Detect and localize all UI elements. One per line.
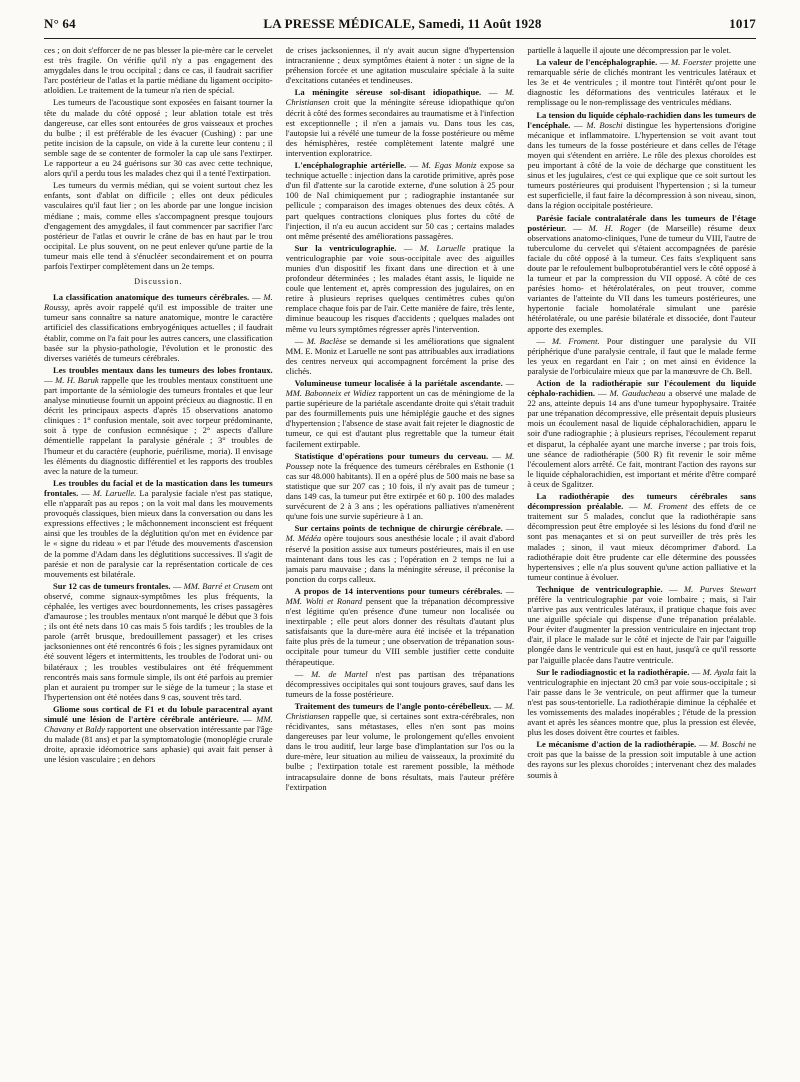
author-name: M. Christiansen [285,700,515,721]
author-name: M. Purves Stewart [684,583,756,594]
paragraph: La tension du liquide céphalo-rachidien dans les tumeurs de l'encéphale. — M. Boschi distingue les hypertensions d'origine mécanique et inflammatoire. L'hypertension se voit avant tout dans les tumeurs de la fosse postérieure et dans celles de l'étage moyen qui s'étendent en arrière. Le rôle des plexus choroïdes est peu important à côté de la voie de décharge que constituent les sinus et les jugulaires, c'est ce qui explique que ce soit surtout les tumeurs postérieures qui produisent l'hypertension ; si la tumeur est superficielle, il faut faire la décompression à son niveau, sinon, dans la région occipitale postérieure. [527,109,756,211]
paragraph-heading: Traitement des tumeurs de l'angle ponto-cérébelleux. [294,700,492,711]
paragraph-text: La paralysie faciale n'est pas statique, elle n'apparaît pas au repos ; on la voit mal dans les mouvements provoqués classiques, bien mieux dans la conversation ou dans les expressions effectives ; le mâchonnement inconscient est fréquent ainsi que les troubles de la déglutition qu'on met en évidence par le « signe du rideau » et par l'étude des mouvements d'ascension de la pomme d'Adam dans les déglutitions successives. Il s'agit de parésie et non de paralysie car la représentation corticale de ces mouvements est bilatérale. [44,487,273,579]
paragraph: La classification anatomique des tumeurs cérébrales. — M. Roussy, après avoir rappelé qu'il est impossible de traiter une tumeur sans connaître sa nature anatomique, montre le caractère artificiel des classifications embryogéniques actuelles ; il faudrait établir, comme on l'a fait pour les autres cancers, une classification basée sur la physio-pathologie, l'évolution et le pronostic des diverses variétés de tumeurs cérébrales. [44,292,273,363]
column-2 [286,45,515,1071]
paragraph-text: Les tumeurs de l'acoustique sont exposées en faisant tourner la tête du malade du côté opposé ; leur ablation totale est très dangereuse, car elles sont entourées de gros vaisseaux et proches du bulbe ; il est préférable de les évacuer (Cushing) : par une petite incision de la capsule, on vide à la curette leur contenu ; il semble sage de se contenter de formoler la cap ule sans l'extirper. Le rapporteur a eu 24 guérisons sur 30 cas avec cette technique, alors qu'il a perdu tous les malades chez qui il a tenté l'extirpation. [44,97,273,179]
paragraph-text: distingue les hypertensions d'origine mécanique et inflammatoire. L'hypertension se voit avant tout dans les tumeurs de la fosse postérieure et dans celles de l'étage moyen qui s'étendent en arrière. Le rôle des plexus choroïdes est peu important à côté de la voie de décharge que constituent les sinus et les jugulaires, c'est ce qui explique que ce soit surtout les tumeurs postérieures qui produisent l'hypertension ; si la tumeur est superficielle, il faut faire la décompression à son niveau, sinon, dans la région occipitale postérieure. [527,119,756,211]
paragraph-text: rappelle que les troubles mentaux constituent une part importante de la sémiologie des tumeurs frontales et que leur analyse minutieuse fournit un appoint précieux au diagnostic. Il en décrit les principaux aspects d'après 15 observations anatomo cliniques : 1° confusion mentale, soit avec torpeur prédominante, soit à type de confusion ecmnésique ; 2° aspects d'allure démentielle rappelant la paralysie générale ; 3° troubles de l'humeur et du caractère (euphorie, puérilisme, moria). Il envisage les éléments du diagnostic différentiel et les rapports des troubles avec la nature de la tumeur. [44,374,273,476]
paragraph: Les troubles du facial et de la mastication dans les tumeurs frontales. — M. Laruelle. La paralysie faciale n'est pas statique, elle n'apparaît pas au repos ; on la voit mal dans les mouvements provoqués classiques, bien mieux dans la conversation ou dans les expressions effectives ; le mâchonnement inconscient est fréquent ainsi que les troubles de la déglutition qu'on met en évidence par le « signe du rideau » et par l'étude des mouvements d'ascension de la pomme d'Adam dans les déglutitions successives. Il s'agit de parésie et non de paralysie car la représentation corticale de ces mouvements est bilatérale. [44,477,273,579]
paragraph: La valeur de l'encéphalographie. — M. Foerster projette une remarquable série de clichés montrant les ventricules latéraux et les 3e et 4e ventricules ; il montre tout l'intérêt qu'ont pour le diagnostic les déformations des ventricules latéraux et le remplissage ou le non-remplissage des ventricules médians. [527,57,756,108]
author-name: MM. Chavany et Baldy [44,714,273,735]
paragraph: Les troubles mentaux dans les tumeurs des lobes frontaux. — M. H. Baruk rappelle que les troubles mentaux constituent une part importante de la sémiologie des tumeurs frontales et que leur analyse minutieuse fournit un appoint précieux au diagnostic. Il en décrit les principaux aspects d'après 15 observations anatomo cliniques : 1° confusion mentale, soit avec torpeur prédominante, soit à type de confusion ecmnésique ; 2° aspects d'allure démentielle rappelant la paralysie générale ; 3° troubles de l'humeur et du caractère (euphorie, puérilisme, moria). Il envisage les éléments du diagnostic différentiel et les rapports des troubles avec la nature de la tumeur. [44,364,273,476]
paragraph: Sur le radiodiagnostic et la radiothérapie. — M. Ayala fait la ventriculographie en injectant 20 cm3 par voie sous-occipitale ; si l'air passe dans le 3e ventricule, on peut affirmer que la tumeur n'est pas sous-tentorielle. La radiothérapie diminue la céphalée et les vomissements des malades inopérables ; l'étude de la pression avant et après les séances montre que, plus la pression est élevée, plus les doses doivent être courtes et faibles. [527,666,756,738]
author-name: MM. Babonneix et Widiez [285,388,376,399]
article-columns [44,45,756,1071]
paragraph-text: ont observé, comme signaux-symptômes les plus fréquents, la céphalée, les vertiges avec bourdonnements, les crises passagères d'amaurose ; les troubles mentaux n'ont marqué le début que 3 fois ; ils ont été nets dans 10 cas mais 5 fois tardifs ; les troubles de la parole (arrêt brusque, bredouillement passager) et les crises jacksoniennes ont été rencontrés 6 fois ; les signes pyramidaux ont été souvent légers et intermittents, les troubles de l'odorat uni- ou bilatéraux ; les troubles vestibulaires ont été fréquemment rencontrés mais sans formule simple, ils ont été parfois au premier plan et auraient pu tromper sur le siège de la tumeur ; la stase et l'hypertension ont été notées dans 9 cas, souvent très tard. [44,580,273,702]
paragraph [44,97,273,178]
author-name: M. Gauducheau [609,388,666,399]
paragraph-heading: Sur le radiodiagnostic et la radiothérapie. [536,666,690,677]
header-rule [44,38,756,39]
paragraph-heading: Les troubles mentaux dans les tumeurs des lobes frontaux. [53,364,273,375]
paragraph: Technique de ventriculographie. — M. Purves Stewart préfère la ventriculographie par voie lombaire ; mais, si l'air n'arrive pas aux ventricules latéraux, il pratique chaque fois avec une aiguille spéciale qui dispense d'une trépanation préalable. Pour éviter d'augmenter la pression ventriculaire en injectant trop d'air, il place le malade sur le côté et injecte de l'air par l'aiguille plongée dans le ventricule qui est en haut, jusqu'à ce qu'il ressorte par l'aiguille placée dans l'autre ventricule. [527,583,756,665]
author-name: M. Christiansen [285,87,515,108]
author-name: MM. Barré et Crusem [183,580,260,591]
paragraph-heading: Les troubles du facial et de la mastication dans les tumeurs frontales. [44,477,273,498]
paragraph-text: n'est pas partisan des trépanations décompressives occipitales qui sont toujours graves, sauf dans les tumeurs de la fosse postérieure. [285,668,515,699]
author-name: M. Laruelle. [92,487,137,498]
paragraph-text: de crises jacksoniennes, il n'y avait aucun signe d'hypertension intracranienne ; deux symptômes étaient à noter : un signe de la préhension forcée et une agitation musculaire spéciale à la suite d'excitations cutanées et tendineuses. [285,45,515,86]
paragraph-text: ne croit pas que la baisse de la pression soit imputable à une action des rayons sur les plexus choroïdes ; intervenant chez des malades soumis à [527,739,756,780]
paragraph-heading: La tension du liquide céphalo-rachidien dans les tumeurs de l'encéphale. [527,109,756,130]
paragraph-heading: La classification anatomique des tumeurs cérébrales. [53,292,250,303]
paragraph-text: des effets de ce traitement sur 5 malades, conclut que la radiothérapie sans décompression peut être employée si les lésions du fond d'œil ne sont pas menaçantes et si on peut surveiller de très près les malades ; sinon, il vaut mieux décomprimer d'abord. La radiothérapie doit être prudente car elle détermine des poussées hypertensives ; elle n'a plus souvent qu'une action palliative et la tumeur continue à évoluer. [527,501,756,582]
paragraph: Gliome sous cortical de F1 et du lobule paracentral ayant simulé une lésion de l'artère cérébrale antérieure. — MM. Chavany et Baldy rapportent une observation intéressante par l'âge du malade (81 ans) et par la symptomatologie (monoplégie crurale droite, apraxie idéomotrice sans aphasie) qui avait fait penser à une lésion vasculaire ; en dehors [44,703,273,765]
paragraph: — M. Froment. Pour distinguer une paralysie du VII périphérique d'une paralysie centrale, il faut que le malade ferme les yeux en regardant en l'air ; on met ainsi en évidence la paralysie de l'orbiculaire mieux que par la manœuvre de Ch. Bell. [527,335,756,376]
paragraph-heading: Technique de ventriculographie. [536,583,663,594]
paragraph-heading: A propos de 14 interventions pour tumeurs cérébrales. [294,585,503,596]
paragraph-text: projette une remarquable série de clichés montrant les ventricules latéraux et les 3e et 4e ventricules ; il montre tout l'intérêt qu'ont pour le diagnostic les déformations des ventricules latéraux et le remplissage ou le non-remplissage des ventricules médians. [527,57,756,108]
paragraph-text: Pour distinguer une paralysie du VII périphérique d'une paralysie centrale, il faut que le malade ferme les yeux en regardant en l'air ; on met ainsi en évidence la paralysie de l'orbiculaire mieux que par la manœuvre de Ch. Bell. [527,335,756,376]
author-name: M. H. Roger [588,222,641,233]
issue-number: N° 64 [44,16,76,31]
paragraph-heading: Parésie faciale contralatérale dans les tumeurs de l'étage postérieur. [527,212,756,233]
author-name: M. Ayala [702,666,734,677]
paragraph: Sur certains points de technique de chirurgie cérébrale. — M. Médéa opère toujours sous anesthésie locale ; il avait d'abord réservé la position assise aux tumeurs postérieures, mais il en use maintenant dans tous les cas ; l'opération en 2 temps ne lui a jamais paru mauvaise ; dans la méningite séreuse, il préconise la ponction du corps calleux. [285,523,515,584]
paragraph: Sur la ventriculographie. — M. Laruelle pratique la ventriculographie par voie sous-occipitale avec des aiguilles munies d'un dispositif les fixant dans une direction et à une profondeur déterminées ; les malades étant assis, le liquide ne coule que lentement et, après compression des jugulaires, on en retire à plusieurs reprises quelques centimètres cubes qu'on remplace chaque fois par de l'air. Cette manière de faire, très lente, diminue beaucoup les risques d'accidents ; quelques malades ont même vu leurs symptômes régresser après l'intervention. [285,242,515,334]
author-name: M. Baclèse [306,335,347,346]
paragraph-text: note la fréquence des tumeurs cérébrales en Esthonie (1 cas sur 48.000 habitants). Il en a opéré plus de 500 mais ne base sa statistique que sur 207 cas ; 10 fois, il n'y avait pas de tumeur ; dans 149 cas, la tumeur put être extirpée et 60 p. 100 des malades survécurent de 2 à 3 ans ; les opérations palliatives n'amenèrent qu'une fois une survie supérieure à 1 an. [285,460,515,522]
author-name: M. Egas Moniz [421,160,477,171]
paragraph: — M. Baclèse se demande si les améliorations que signalent MM. E. Moniz et Laruelle ne sont pas attribuables aux irradiations des centres nerveux qui accompagnent forcément la prise des clichés. [285,335,515,376]
paragraph-heading: Le mécanisme d'action de la radiothérapie. [536,739,697,750]
author-name: M. Boschi [710,739,746,750]
paragraph: Volumineuse tumeur localisée à la pariétale ascendante. — MM. Babonneix et Widiez rapportent un cas de méningiome de la partie supérieure de la pariétale ascendante droite qui s'était traduit par des fourmillements puis une hémiplégie gauche et des signes d'hypertension ; l'absence de stase avait fait rejeter le diagnostic de tumeur, ce qui est d'autant plus regrettable que la tumeur était facilement extirpable. [285,378,515,449]
paragraph [44,45,273,95]
paragraph-text: expose sa technique actuelle : injection dans la carotide primitive, après pose d'un fil d'attente sur la carotide externe, d'une solution à 25 pour 100 de NaI chimiquement pur ; radiographie instantanée sur pellicule ; comparaison des images obtenues des deux côtés. A part quelques contractions cloniques plus fortes du côté de l'injection, il n'a eu aucun accident sur 50 cas ; certains malades ont même présenté des améliorations passagères. [285,160,515,241]
paragraph-text: se demande si les améliorations que signalent MM. E. Moniz et Laruelle ne sont pas attribuables aux irradiations des centres nerveux qui accompagnent forcément la prise des clichés. [285,335,515,376]
paragraph: Action de la radiothérapie sur l'écoulement du liquide céphalo-rachidien. — M. Gauducheau a observé une malade de 22 ans, atteinte depuis 14 ans d'une tumeur hypophysaire. Traitée par une trépanation décompressive, elle présentait depuis plusieurs mois un écoulement nasal de liquide céphalorachidien, apparu le soir d'une radiographie ; à plusieurs reprises, l'écoulement reparut et disparut, la céphalée ayant une marche inverse ; par trois fois, une séance de radiothérapie (500 R) fit revenir le soir même l'écoulement alors arrêté. Ce fait, montrant l'action des rayons sur le liquide céphalorachidien, est important et mérite d'être comparé à ceux de Sgalitzer. [527,378,756,489]
author-name: M. de Martel [311,668,368,679]
paragraph: A propos de 14 interventions pour tumeurs cérébrales. — MM. Wolti et Ronard pensent que la trépanation décompressive n'est légitime qu'en présence d'une tumeur non localisée ou inextirpable ; elle peut alors donner des résultats d'autant plus satisfaisants que la dure-mère aura été incisée et la trépanation faite plus près de la tumeur ; une observation de trépanation sous-occipitale pour tumeur du VIII semble justifier cette conduite thérapeutique. [285,585,515,667]
paragraph: — M. de Martel n'est pas partisan des trépanations décompressives occipitales qui sont toujours graves, sauf dans les tumeurs de la fosse postérieure. [285,668,515,699]
paragraph: Le mécanisme d'action de la radiothérapie. — M. Boschi ne croit pas que la baisse de la pression soit imputable à une action des rayons sur les plexus choroïdes ; intervenant chez des malades soumis à [527,739,756,780]
author-name: M. H. Baruk [55,374,99,385]
paragraph-text: rappelle que, si certaines sont extra-cérébrales, non récidivantes, sans métastases, elles n'en sont pas moins dangereuses par leur volume, le prolongement qu'elles envoient dans le trou auditif, leur large base d'implantation sur l'os ou la dure-mère, leur situation au milieu de vaisseaux, la proximité du bulbe ; l'extirpation totale est rarement possible, la méthode intracapsulaire donne de bons résultats, mais l'auteur préfère l'extirpation [285,711,515,792]
page-number: 1017 [729,16,756,31]
paragraph-text: rapportent un cas de méningiome de la partie supérieure de la pariétale ascendante droite qui s'était traduit par des fourmillements puis une hémiplégie gauche et des signes d'hypertension ; l'absence de stase avait fait rejeter le diagnostic de tumeur, ce qui est d'autant plus regrettable que la tumeur était facilement extirpable. [285,388,515,449]
paragraph-heading: La radiothérapie des tumeurs cérébrales sans décompression préalable. [527,491,756,512]
author-name: M. Boschi [586,119,623,130]
paragraph-text: pensent que la trépanation décompressive n'est légitime qu'en présence d'une tumeur non localisée ou inextirpable ; elle peut alors donner des résultats d'autant plus satisfaisants que la dure-mère aura été incisée et la trépanation faite plus près de la tumeur ; une observation de trépanation sous-occipitale pour tumeur du VIII semble justifier cette conduite thérapeutique. [285,595,515,667]
paragraph: Statistique d'opérations pour tumeurs du cerveau. — M. Poussep note la fréquence des tumeurs cérébrales en Esthonie (1 cas sur 48.000 habitants). Il en a opéré plus de 500 mais ne base sa statistique que sur 207 cas ; 10 fois, il n'y avait pas de tumeur ; dans 149 cas, la tumeur put être extirpée et 60 p. 100 des malades survécurent de 2 à 3 ans ; les opérations palliatives n'amenèrent qu'une fois une survie supérieure à 1 an. [285,450,515,522]
paragraph-heading: L'encéphalographie artérielle. [294,160,407,171]
paragraph: L'encéphalographie artérielle. — M. Egas Moniz expose sa technique actuelle : injection dans la carotide primitive, après pose d'un fil d'attente sur la carotide externe, d'une solution à 25 pour 100 de NaI chimiquement pur ; radiographie instantanée sur pellicule ; comparaison des images obtenues des deux côtés. A part quelques contractions cloniques plus fortes du côté de l'injection, il n'a eu aucun accident sur 50 cas ; certains malades ont même présenté des améliorations passagères. [285,160,515,241]
author-name: M. Froment. [551,335,600,346]
paragraph-heading: Sur la ventriculographie. [294,242,397,253]
author-name: M. Foerster [671,57,713,68]
paragraph-heading: Gliome sous cortical de F1 et du lobule paracentral ayant simulé une lésion de l'artère cérébrale antérieure. [44,703,273,724]
paragraph: Sur 12 cas de tumeurs frontales. — MM. Barré et Crusem ont observé, comme signaux-symptômes les plus fréquents, la céphalée, les vertiges avec bourdonnements, les crises passagères d'amaurose ; les troubles mentaux n'ont marqué le début que 3 fois ; ils ont été nets dans 10 cas mais 5 fois tardifs ; les troubles de la parole (arrêt brusque, bredouillement passager) et les crises jacksoniennes ont été rencontrés 6 fois ; les signes pyramidaux ont été souvent légers et intermittents, les troubles de l'odorat uni- ou bilatéraux ; les troubles vestibulaires ont été fréquemment rencontrés mais sans formule simple, ils ont été parfois au premier plan et auraient pu tromper sur le siège de la tumeur ; la stase et l'hypertension ont été notées dans 9 cas, souvent très tard. [44,580,273,702]
paragraph: Parésie faciale contralatérale dans les tumeurs de l'étage postérieur. — M. H. Roger (de Marseille) résume deux observations anatomo-cliniques, l'une de tumeur du VIII, l'autre de tuberculome du cervelet qui s'étaient accompagnées de parésie faciale du côté opposé à la tumeur. Ces faits s'expliquent sans doute par le refoulement bulboprotubérantiel vers le côté opposé à la tumeur et par la compression du VII opposé. A côté de ces parésies homo- et hétérolatérales, on peut trouver, comme variantes de l'atteinte du VII dans les tumeurs postérieures, une hypertonie faciale homolatérale simulant une parésie hétérolatérale, ou une parésie bilatérale et dissociée, dont l'auteur apporte des exemples. [527,212,756,334]
author-name: MM. Wolti et Ronard [285,595,363,606]
paragraph-text: après avoir rappelé qu'il est impossible de traiter une tumeur sans connaître sa nature anatomique, montre le caractère artificiel des classifications embryogéniques actuelles ; il faudrait établir, comme on l'a fait pour les autres cancers, une classification basée sur la physio-pathologie, l'évolution et le pronostic des diverses variétés de tumeurs cérébrales. [44,302,273,363]
paragraph: La méningite séreuse sol-disant idiopathique. — M. Christiansen croit que la méningite séreuse idiopathique qu'on décrit à côté des formes secondaires au traumatisme et à l'infection est exceptionnelle ; il n'en a jamais vu. Dans tous les cas, l'autopsie lui a révélé une tumeur de la fosse postérieure ou même des hémisphères, restée complètement latente malgré une intervention exploratrice. [285,87,515,158]
paragraph-text: croit que la méningite séreuse idiopathique qu'on décrit à côté des formes secondaires au traumatisme et à l'infection est exceptionnelle ; il n'en a jamais vu. Dans tous les cas, l'autopsie lui a révélé une tumeur de la fosse postérieure ou même des hémisphères, restée complètement latente malgré une intervention exploratrice. [285,97,515,158]
journal-title: LA PRESSE MÉDICALE, Samedi, 11 Août 1928 [263,16,542,31]
paragraph-heading: Volumineuse tumeur localisée à la pariétale ascendante. [294,378,503,388]
paragraph-text: fait la ventriculographie en injectant 20 cm3 par voie sous-occipitale ; si l'air passe dans le 3e ventricule, on peut affirmer que la tumeur n'est pas sous-tentorielle. La radiothérapie diminue la céphalée et les vomissements des malades inopérables ; l'étude de la pression avant et après les séances montre que, plus la pression est élevée, plus les doses doivent être courtes et faibles. [527,666,756,738]
author-name: M. Roussy, [44,292,273,313]
paragraph-text: partielle à laquelle il ajoute une décompression par le volet. [527,45,731,55]
section-heading: Discussion. [134,277,183,287]
page-header [44,16,756,36]
paragraph-heading: Statistique d'opérations pour tumeurs du cerveau. [294,450,489,461]
paragraph-text: Les tumeurs du vermis médian, qui se voient surtout chez les enfants, sont d'ablat on difficile ; elles ont deux pédicules vasculaires qu'il faut lier ; on les aborde par une longue incision médiane ; mais, comme elles s'accompagnent presque toujours d'engagement des amygdales, il faut commencer par sacrifier l'arc postérieur de l'atlas et ouvrir le crâne de bas en haut par le trou occipital. Le plus souvent, on ne peut enlever qu'une partie de la tumeur mais elle tend à s'énucléer secondairement et on pourra parfois l'extirper complètement dans un 2e temps. [44,180,273,271]
paragraph [286,45,515,85]
author-name: M. Poussep [285,450,515,471]
column-3 [527,45,756,1071]
paragraph-heading: Sur 12 cas de tumeurs frontales. [53,580,171,591]
author-name: M. Laruelle [419,242,466,253]
paragraph-heading: Action de la radiothérapie sur l'écoulement du liquide céphalo-rachidien. [527,378,756,399]
author-name: M. Médéa [285,533,322,544]
paragraph [44,180,273,271]
paragraph [527,45,756,55]
paragraph-text: (de Marseille) résume deux observations anatomo-cliniques, l'une de tumeur du VIII, l'autre de tuberculome du cervelet qui s'étaient accompagnées de parésie faciale du côté opposé à la tumeur. Ces faits s'expliquent sans doute par le refoulement bulboprotubérantiel vers le côté opposé à la tumeur et par la compression du VII opposé. A côté de ces parésies homo- et hétérolatérales, on peut trouver, comme variantes de l'atteinte du VII dans les tumeurs postérieures, une hypertonie faciale homolatérale simulant une parésie hétérolatérale, ou une parésie bilatérale et dissociée, dont l'auteur apporte des exemples. [527,222,756,334]
author-name: M. Froment [643,501,688,512]
paragraph-heading: Sur certains points de technique de chirurgie cérébrale. [294,523,503,534]
column-1 [44,45,273,1071]
paragraph-text: rapportent une observation intéressante par l'âge du malade (81 ans) et par la symptomatologie (monoplégie crurale droite, apraxie idéomotrice sans aphasie) qui avait fait penser à une lésion vasculaire ; en dehors [44,724,273,765]
paragraph-heading: La valeur de l'encéphalographie. [536,57,658,68]
paragraph-text: a observé une malade de 22 ans, atteinte depuis 14 ans d'une tumeur hypophysaire. Traitée par une trépanation décompressive, elle présentait depuis plusieurs mois un écoulement nasal de liquide céphalorachidien, apparu le soir d'une radiographie ; à plusieurs reprises, l'écoulement reparut et disparut, la céphalée ayant une marche inverse ; par trois fois, une séance de radiothérapie (500 R) fit revenir le soir même l'écoulement alors arrêté. Ce fait, montrant l'action des rayons sur le liquide céphalorachidien, est important et mérite d'être comparé à ceux de Sgalitzer. [527,388,756,489]
paragraph-heading: La méningite séreuse sol-disant idiopathique. [294,87,482,98]
paragraph-text: pratique la ventriculographie par voie sous-occipitale avec des aiguilles munies d'un dispositif les fixant dans une direction et à une profondeur déterminées ; les malades étant assis, le liquide ne coule que lentement et, après compression des jugulaires, on en retire à plusieurs reprises quelques centimètres cubes qu'on remplace chaque fois par de l'air. Cette manière de faire, très lente, diminue beaucoup les risques d'accidents ; quelques malades ont même vu leurs symptômes régresser après l'intervention. [285,242,515,334]
paragraph: Traitement des tumeurs de l'angle ponto-cérébelleux. — M. Christiansen rappelle que, si certaines sont extra-cérébrales, non récidivantes, sans métastases, elles n'en sont pas moins dangereuses par leur volume, le prolongement qu'elles envoient dans le trou auditif, leur large base d'implantation sur l'os ou la dure-mère, leur situation au milieu de vaisseaux, la proximité du bulbe ; l'extirpation totale est rarement possible, la méthode intracapsulaire donne de bons résultats, mais l'auteur préfère l'extirpation [285,700,515,792]
paragraph-text: préfère la ventriculographie par voie lombaire ; mais, si l'air n'arrive pas aux ventricules latéraux, il pratique chaque fois avec une aiguille spéciale qui dispense d'une trépanation préalable. Pour éviter d'augmenter la pression ventriculaire en injectant trop d'air, il place le malade sur le côté et injecte de l'air par l'aiguille plongée dans le ventricule qui est en haut, jusqu'à ce qu'il ressorte par l'aiguille placée dans l'autre ventricule. [527,593,756,665]
paragraph: La radiothérapie des tumeurs cérébrales sans décompression préalable. — M. Froment des effets de ce traitement sur 5 malades, conclut que la radiothérapie sans décompression peut être employée si les lésions du fond d'œil ne sont pas menaçantes et si on peut surveiller de très près les malades ; sinon, il vaut mieux décomprimer d'abord. La radiothérapie doit être prudente car elle détermine des poussées hypertensives ; elle n'a plus souvent qu'une action palliative et la tumeur continue à évoluer. [527,491,756,582]
paragraph-text: opère toujours sous anesthésie locale ; il avait d'abord réservé la position assise aux tumeurs postérieures, mais il en use maintenant dans tous les cas ; l'opération en 2 temps ne lui a jamais paru mauvaise ; dans la méningite séreuse, il préconise la ponction du corps calleux. [285,533,515,584]
paragraph-text: ces ; on doit s'efforcer de ne pas blesser la pie-mère car le cervelet est très fragile. On vérifie qu'il n'y a pas engagement des amygdales dans le trou occipital ; dans ce cas, il faudrait sacrifier l'arc postérieur de l'atlas et la partie médiane du ligament occipito-atloïdien. Le traitement de la tumeur n'a rien de spécial. [44,45,273,96]
